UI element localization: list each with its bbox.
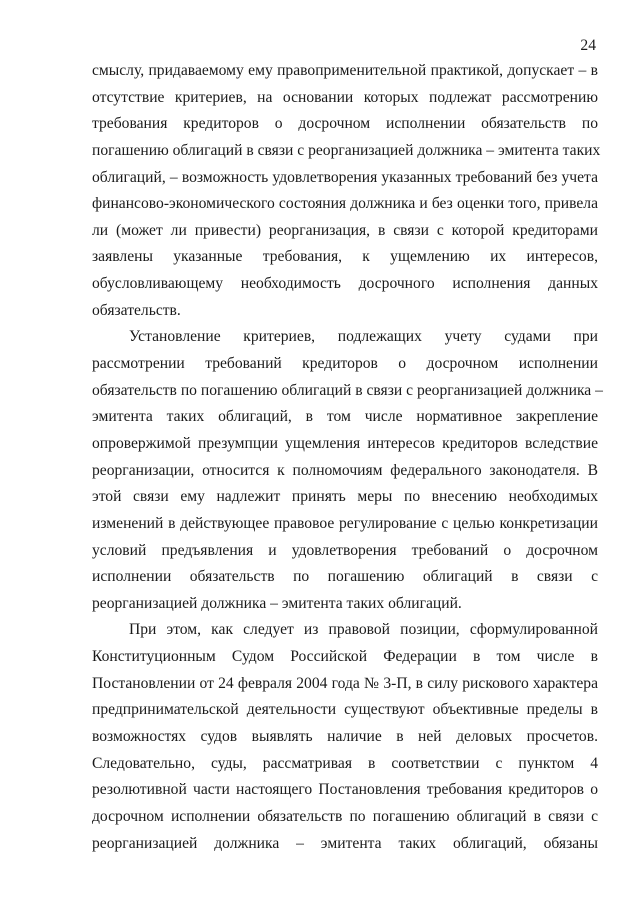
text-line: реорганизации, относится к полномочиям федерального законодателя. В xyxy=(92,461,598,479)
paragraph-3 xyxy=(92,617,598,857)
text-line: реорганизацией должника – эмитента таких облигаций. xyxy=(92,594,462,612)
text-line: опровержимой презумпции ущемления интересов кредиторов вследствие xyxy=(92,434,598,452)
page-number: 24 xyxy=(580,37,596,54)
text-line: досрочном исполнении обязательств по погашению облигаций в связи с xyxy=(92,807,598,825)
text-line: эмитента таких облигаций, в том числе нормативное закрепление xyxy=(92,408,598,426)
text-line: заявлены указанные требования, к ущемлению их интересов, xyxy=(92,248,598,266)
text-line: условий предъявления и удовлетворения требований о досрочном xyxy=(92,541,598,559)
text-line: исполнении обязательств по погашению облигаций в связи с xyxy=(92,568,598,586)
text-line: возможностях судов выявлять наличие в ней деловых просчетов. xyxy=(92,728,598,746)
text-line: предпринимательской деятельности существуют объективные пределы в xyxy=(92,701,598,719)
text-line: этой связи ему надлежит принять меры по внесению необходимых xyxy=(92,488,598,506)
text-line: требования кредиторов о досрочном исполнении обязательств по xyxy=(92,115,598,133)
text-line: обусловливающему необходимость досрочного исполнения данных xyxy=(92,275,598,293)
text-line: отсутствие критериев, на основании которых подлежат рассмотрению xyxy=(92,88,598,106)
text-line: ли (может ли привести) реорганизация, в связи с которой кредиторами xyxy=(92,221,598,239)
text-line: Установление критериев, подлежащих учету судами при xyxy=(129,328,598,346)
text-line: рассмотрении требований кредиторов о досрочном исполнении xyxy=(92,355,598,373)
paragraph-2 xyxy=(92,324,603,617)
text-line: Постановлении от 24 февраля 2004 года № 3-П, в силу рискового характера xyxy=(92,674,598,692)
text-line: облигаций, – возможность удовлетворения указанных требований без учета xyxy=(92,168,598,186)
text-line: обязательств. xyxy=(92,301,181,319)
text-line: изменений в действующее правовое регулирование с целью конкретизации xyxy=(92,514,598,532)
text-line: При этом, как следует из правовой позиции, сформулированной xyxy=(129,621,598,639)
text-line: погашению облигаций в связи с реорганизацией должника – эмитента таких xyxy=(92,141,601,159)
text-line: обязательств по погашению облигаций в связи с реорганизацией должника – xyxy=(92,381,603,399)
text-line: реорганизацией должника – эмитента таких облигаций, обязаны xyxy=(92,834,598,852)
text-line: финансово-экономического состояния должника и без оценки того, привела xyxy=(92,195,598,213)
document-body xyxy=(92,58,603,857)
text-line: Конституционным Судом Российской Федерации в том числе в xyxy=(92,648,598,666)
text-line: Следовательно, суды, рассматривая в соответствии с пунктом 4 xyxy=(92,754,598,772)
text-line: резолютивной части настоящего Постановления требования кредиторов о xyxy=(92,781,598,799)
paragraph-1 xyxy=(92,58,601,324)
text-line: смыслу, придаваемому ему правоприменительной практикой, допускает – в xyxy=(92,62,598,79)
